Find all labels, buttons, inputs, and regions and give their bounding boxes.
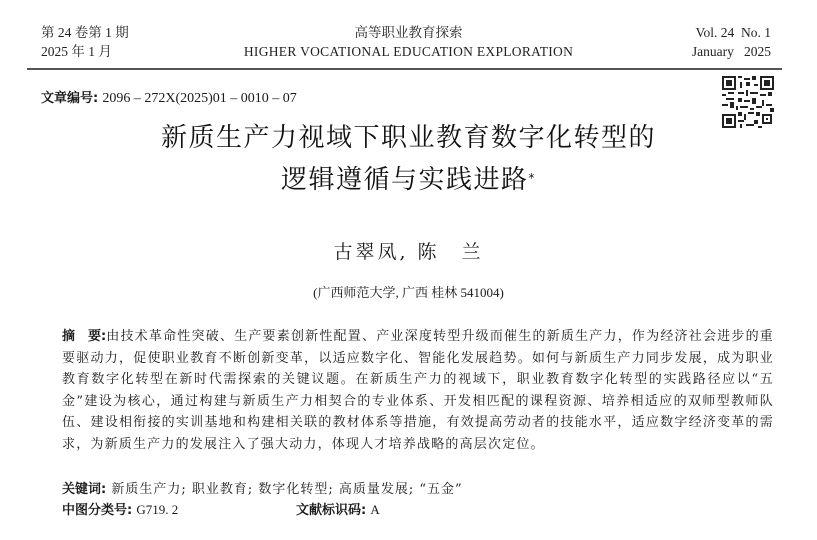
keywords — [62, 478, 463, 497]
document-code-label: 文献标识码: — [296, 503, 367, 518]
classification-value: G719. 2 — [136, 502, 179, 517]
volume-en: Vol. 24 No. 1 — [695, 25, 771, 40]
journal-name-cn: 高等职业教育探索 — [354, 25, 463, 40]
document-code — [296, 499, 380, 518]
header-rule — [27, 68, 782, 70]
article-number-label: 文章编号: — [41, 91, 99, 106]
article-title-line2-text: 逻辑遵循与实践进路 — [280, 165, 529, 195]
document-code-value: A — [370, 502, 380, 517]
date-en: January 2025 — [691, 44, 771, 59]
qr-code-icon[interactable] — [722, 76, 774, 128]
publication-date: 2025 年 1 月 — [41, 44, 112, 59]
affiliation: (广西师范大学, 广西 桂林 541004) — [313, 285, 504, 300]
article-title-line2 — [0, 165, 817, 195]
article-number — [41, 87, 297, 107]
journal-name-en: HIGHER VOCATIONAL EDUCATION EXPLORATION — [243, 44, 574, 59]
abstract-label: 摘 要: — [62, 329, 107, 344]
classification-label: 中图分类号: — [62, 503, 133, 518]
keywords-label: 关键词: — [62, 482, 107, 497]
article-title-line1: 新质生产力视域下职业教育数字化转型的 — [160, 123, 656, 153]
classification-number — [62, 499, 178, 518]
abstract-text: 由技术革命性突破、生产要素创新性配置、产业深度转型升级而催生的新质生产力，作为经济社会进步的重要驱动力，促使职业教育不断创新变革，以适应数字化、智能化发展趋势。如何与新质生产力同步发展，成为职业教育数字化转型在新时代需探索的关键议题。在新质生产力的视域下，职业教育数字化转型的实践路径应以“五金”建设为核心，通过构建与新质生产力相契合的专业体系、开发相匹配的课程资源、培养相适应的双师型教师队伍、建设相衔接的实训基地和构建相关联的教材体系等措施，有效提高劳动者的技能水平，适应数字经济变革的需求，为新质生产力的发展注入了强大动力，体现人才培养战略的高层次定位。 — [62, 329, 775, 452]
volume-issue: 第 24 卷第 1 期 — [41, 25, 129, 40]
keywords-value: 新质生产力; 职业教育; 数字化转型; 高质量发展; “五金” — [111, 482, 463, 497]
article-number-value: 2096 – 272X(2025)01 – 0010 – 07 — [102, 91, 297, 106]
title-footnote-mark[interactable]: * — [528, 171, 536, 185]
authors: 古翠凤, 陈 兰 — [333, 241, 484, 263]
abstract — [62, 326, 774, 455]
